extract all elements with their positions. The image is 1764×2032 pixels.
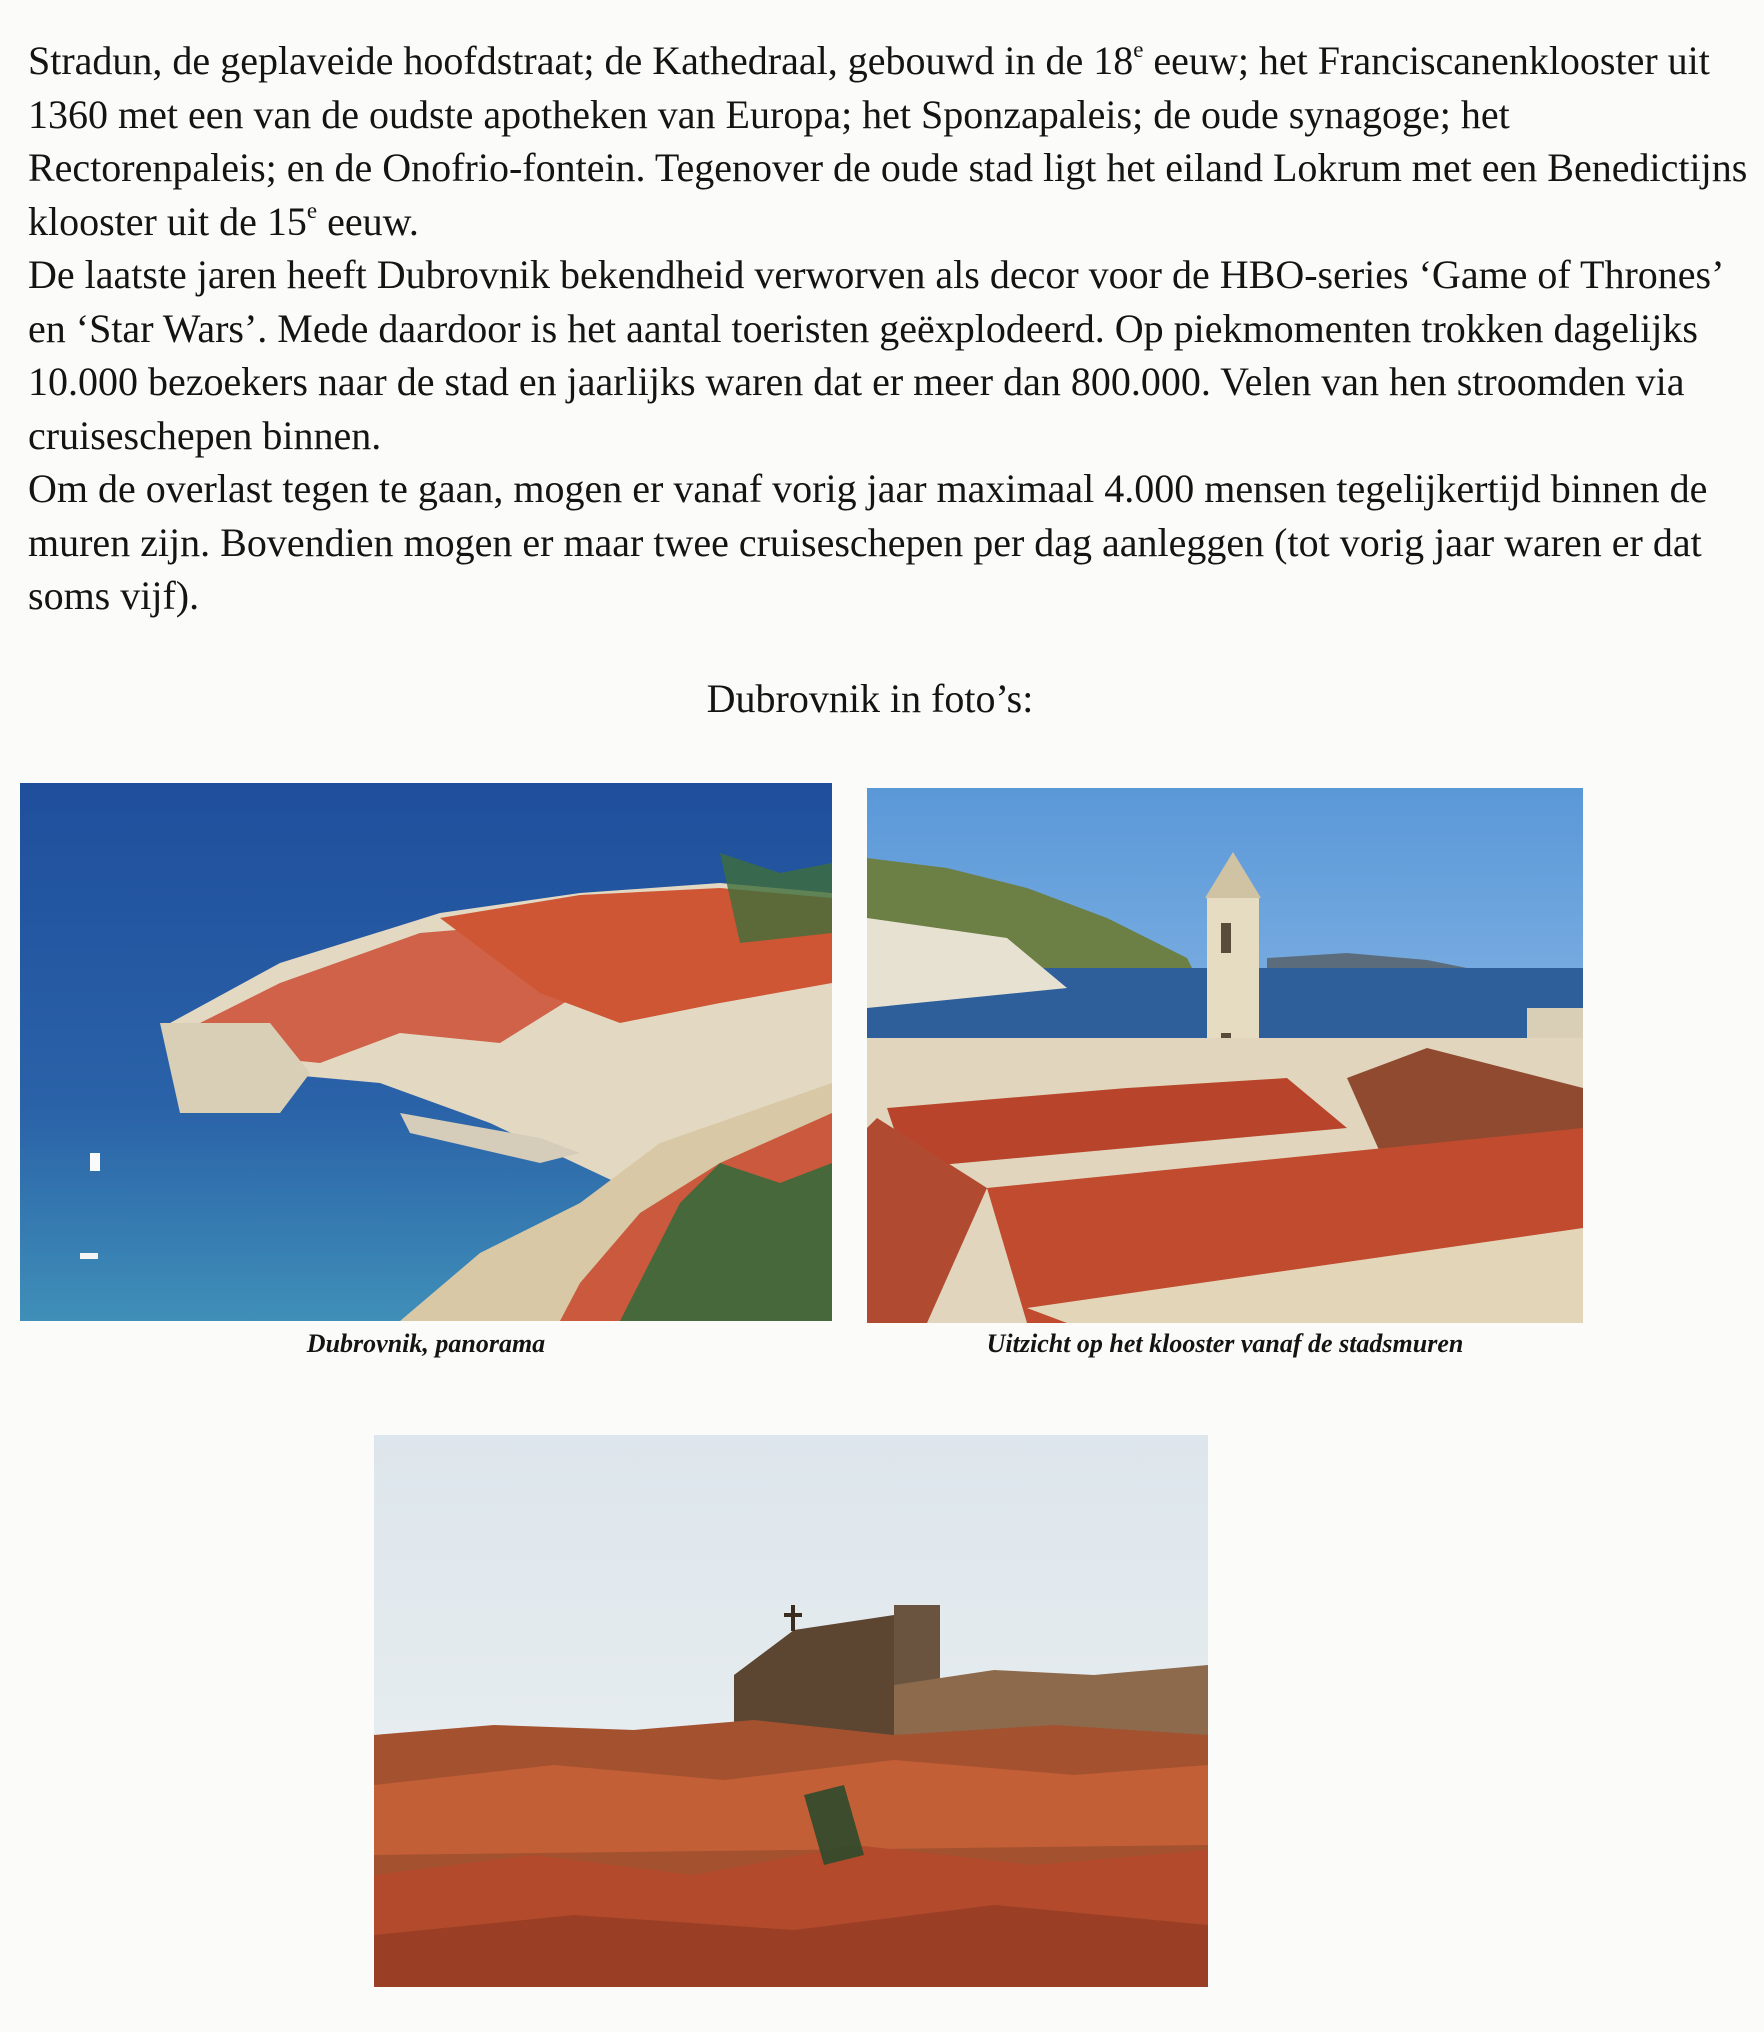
paragraph-tourism: De laatste jaren heeft Dubrovnik bekendheid verworven als decor voor de HBO-series ‘Game of Thrones’ en ‘Star Wars’. Mede daardoor is het aantal toeristen geëxplodeerd. Op piekmomenten trokken dagelijks 10.000 bezoekers naar de stad en jaarlijks waren dat er meer dan 800.000. Velen van hen stroomden via cruiseschepen binnen.	[28, 252, 1722, 458]
panorama-illustration	[20, 783, 832, 1321]
paragraph-monuments	[28, 34, 1748, 248]
photo-dubrovnik-panorama	[20, 783, 832, 1321]
photos-heading: Dubrovnik in foto’s:	[706, 676, 1034, 721]
photo-caption: Uitzicht op het klooster vanaf de stadsmuren	[986, 1329, 1464, 1358]
paragraph-measures: Om de overlast tegen te gaan, mogen er vanaf vorig jaar maximaal 4.000 mensen tegelijkertijd binnen de muren zijn. Bovendien mogen er maar twee cruiseschepen per dag aanleggen (tot vorig jaar waren er dat soms vijf).	[28, 466, 1708, 618]
rooftops-illustration	[374, 1435, 1208, 1987]
text-segment: eeuw.	[317, 198, 419, 244]
photo-monastery-view	[867, 788, 1583, 1323]
article-text	[28, 34, 1748, 623]
superscript: e	[1133, 37, 1144, 62]
photo-rooftops	[374, 1435, 1208, 1987]
photo-caption: Dubrovnik, panorama	[306, 1329, 546, 1358]
monastery-illustration	[867, 788, 1583, 1323]
superscript: e	[306, 197, 318, 223]
text-segment: eeuw; het Franciscanenklooster uit 1360 met een van de oudste apotheken van Europa; het Sponzapaleis; de oude synagoge; het Rectorenpaleis; en de Onofrio-fontein. Tegenover de oude stad ligt het eiland Lokrum met een Benedictijns klooster uit de 15	[28, 38, 1748, 244]
text-segment: Stradun, de geplaveide hoofdstraat; de Kathedraal, gebouwd in de 18	[28, 38, 1134, 83]
